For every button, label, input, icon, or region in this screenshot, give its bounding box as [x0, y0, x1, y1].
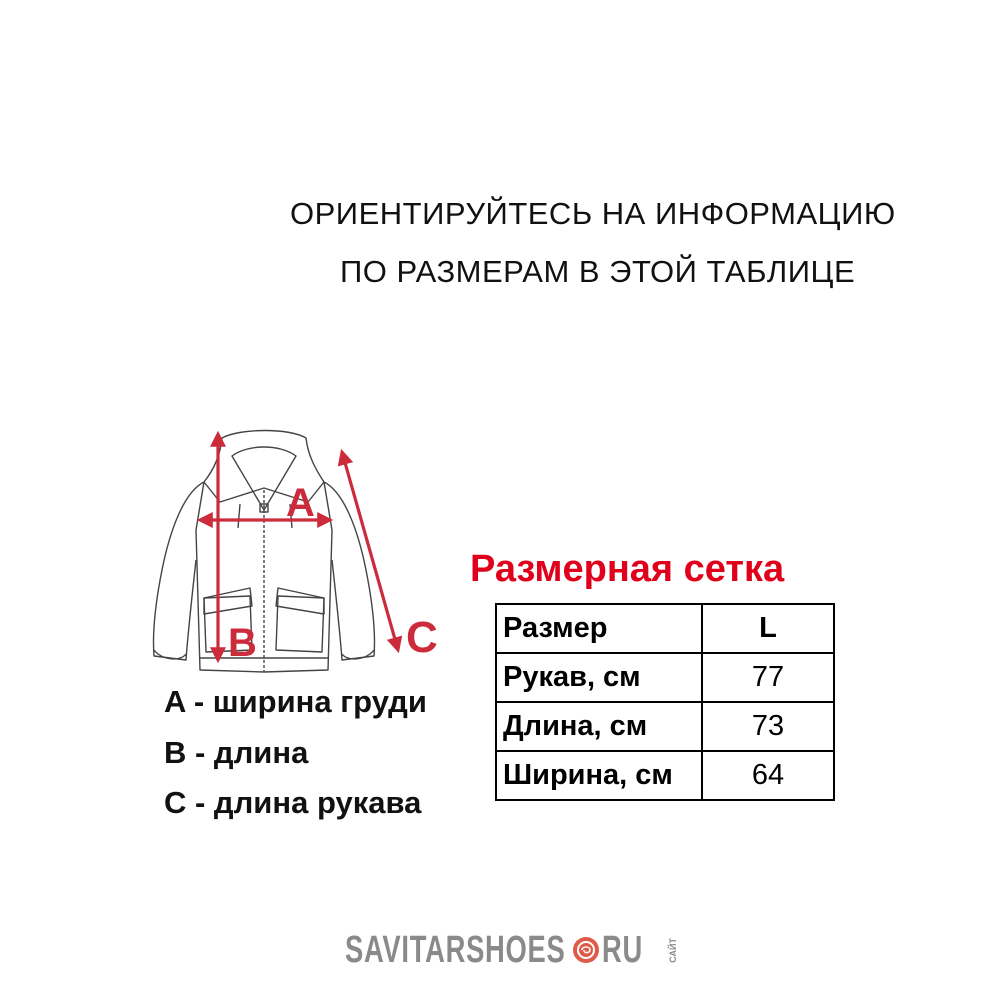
- header-label-cell: Размер: [496, 604, 702, 653]
- heading-line-2: ПО РАЗМЕРАМ В ЭТОЙ ТАБЛИЦЕ: [340, 254, 856, 289]
- table-row: [496, 751, 834, 800]
- jacket-outline: [153, 431, 374, 673]
- rose-logo-icon: [572, 936, 600, 964]
- legend-b: B - длина: [164, 735, 309, 770]
- size-table-title: Размерная сетка: [470, 548, 785, 590]
- footer-brand: [345, 928, 678, 972]
- row-value-cell: 77: [702, 653, 834, 702]
- legend-c: C - длина рукава: [164, 785, 422, 820]
- diagram-label-c: C: [406, 613, 438, 662]
- header-size-cell: L: [702, 604, 834, 653]
- row-label-cell: Рукав, см: [496, 653, 702, 702]
- table-row: [496, 702, 834, 751]
- legend-a: A - ширина груди: [164, 684, 427, 719]
- row-label-cell: Длина, см: [496, 702, 702, 751]
- jacket-measurement-diagram: [140, 420, 460, 680]
- size-table: [495, 603, 835, 801]
- size-table-header-row: [496, 604, 834, 653]
- brand-name: SAVITARSHOES: [345, 928, 566, 971]
- diagram-label-a: A: [286, 481, 315, 525]
- row-label-cell: Ширина, см: [496, 751, 702, 800]
- row-value-cell: 64: [702, 751, 834, 800]
- table-row: [496, 653, 834, 702]
- heading-line-1: ОРИЕНТИРУЙТЕСЬ НА ИНФОРМАЦИЮ: [290, 196, 896, 231]
- brand-domain: RU: [602, 928, 643, 971]
- row-value-cell: 73: [702, 702, 834, 751]
- brand-small-label: САЙТ: [668, 937, 678, 963]
- diagram-label-b: B: [228, 621, 257, 665]
- arrow-c-sleeve-length: [342, 452, 398, 650]
